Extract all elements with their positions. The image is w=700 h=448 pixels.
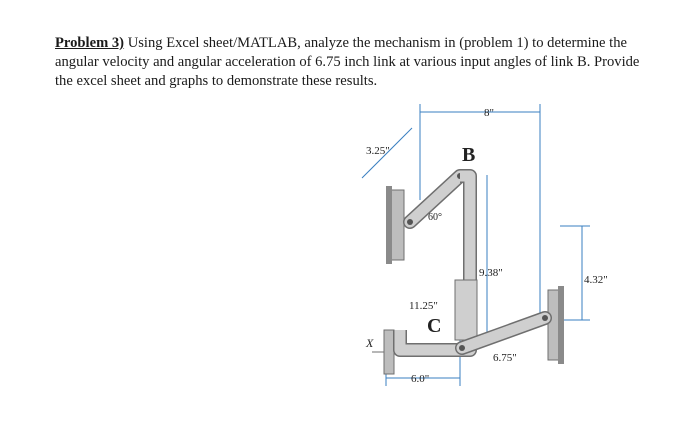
dim-mid-label: 11.25" [409, 300, 438, 312]
right-wall-support [548, 286, 564, 364]
dim-vert-label: 9.38" [479, 267, 503, 279]
left-wall-support [386, 186, 404, 264]
angle-label: 60° [428, 212, 442, 223]
dim-bottom-link-label: 6.75" [493, 352, 517, 364]
problem-text: Using Excel sheet/MATLAB, analyze the mechanism in (problem 1) to determine the angular velocity and angular acceleration of 6.75 inch link at various input angles of link B. Provide the excel sheet and graphs to demonstrate these results. [55, 35, 640, 89]
dim-top-label: 8" [484, 107, 494, 119]
dim-bottom-label: 6.0" [411, 373, 430, 385]
ground-slider [372, 330, 394, 374]
label-c: C [427, 315, 442, 337]
dim-right-label: 4.32" [584, 274, 608, 286]
problem-number: Problem 3) [55, 35, 125, 51]
dim-diag-label: 3.25" [366, 145, 390, 157]
label-b: B [462, 144, 476, 166]
label-x: X [366, 336, 374, 350]
